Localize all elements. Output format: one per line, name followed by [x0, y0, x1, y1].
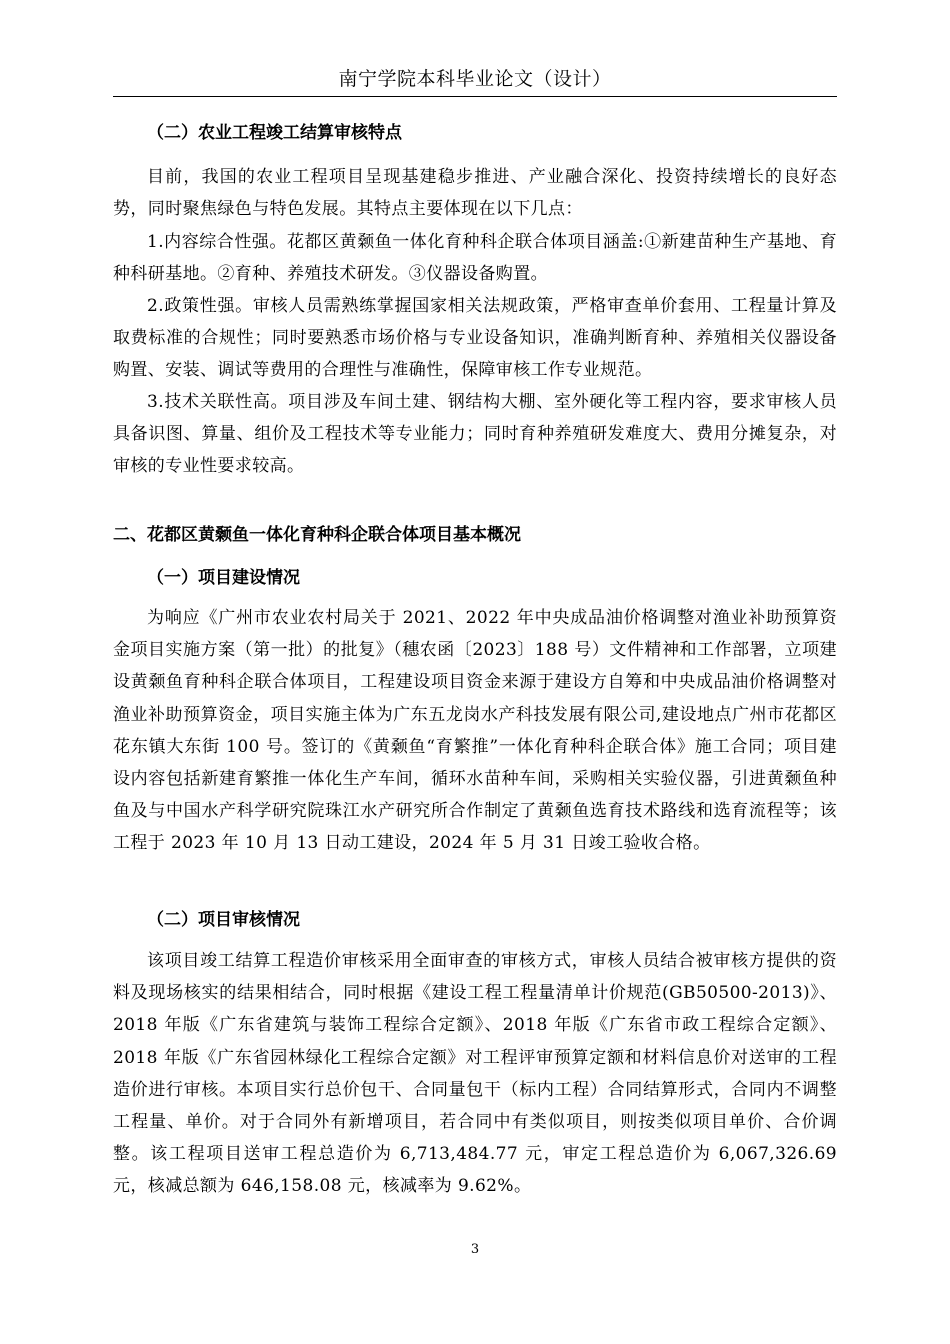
- paragraph-point-1: 1.内容综合性强。花都区黄颡鱼一体化育种科企联合体项目涵盖:①新建苗种生产基地、育种科研基地。②育种、养殖技术研发。③仪器设备购置。: [113, 232, 837, 285]
- page-header-title: 南宁学院本科毕业论文（设计）: [338, 68, 612, 90]
- paragraph-construction: 为响应《广州市农业农村局关于 2021、2022 年中央成品油价格调整对渔业补助预算资金项目实施方案（第一批）的批复》（穗农函〔2023〕188 号）文件精神和工作部署，立项建设黄颡鱼育种科企联合体项目，工程建设项目资金来源于建设方自筹和中央成品油价格调整对渔业补助预算资金，项目实施主体为广东五龙岗水产科技发展有限公司,建设地点广州市花都区花东镇大东街 100 号。签订的《黄颡鱼“育繁推”一体化育种科企联合体》施工合同；项目建设内容包括新建育繁推一体化生产车间，循环水苗种车间，采购相关实验仪器，引进黄颡鱼种鱼及与中国水产科学研究院珠江水产研究所合作制定了黄颡鱼选育技术路线和选育流程等；该工程于 2023 年 10 月 13 日动工建设，2024 年 5 月 31 日竣工验收合格。: [113, 608, 837, 854]
- paragraph-intro: 目前，我国的农业工程项目呈现基建稳步推进、产业融合深化、投资持续增长的良好态势，同时聚焦绿色与特色发展。其特点主要体现在以下几点：: [113, 167, 837, 220]
- subsection-heading-audit: （二）项目审核情况: [147, 910, 300, 930]
- paragraph-point-2: 2.政策性强。审核人员需熟练掌握国家相关法规政策，严格审查单价套用、工程量计算及取费标准的合规性；同时要熟悉市场价格与专业设备知识，准确判断育种、养殖相关仪器设备购置、安装、调试等费用的合理性与准确性，保障审核工作专业规范。: [113, 296, 837, 381]
- paragraph-point-3: 3.技术关联性高。项目涉及车间土建、钢结构大棚、室外硬化等工程内容，要求审核人员具备识图、算量、组价及工程技术等专业能力；同时育种养殖研发难度大、费用分摊复杂，对审核的专业性要求较高。: [113, 392, 837, 477]
- paragraph-audit: 该项目竣工结算工程造价审核采用全面审查的审核方式，审核人员结合被审核方提供的资料及现场核实的结果相结合，同时根据《建设工程工程量清单计价规范(GB50500-2013)》、2018 年版《广东省建筑与装饰工程综合定额》、2018 年版《广东省市政工程综合定额》、2018 年版《广东省园林绿化工程综合定额》对工程评审预算定额和材料信息价对送审的工程造价进行审核。本项目实行总价包干、合同量包干（标内工程）合同结算形式，合同内不调整工程量、单价。对于合同外有新增项目，若合同中有类似项目，则按类似项目单价、合价调整。该工程项目送审工程总造价为 6,713,484.77 元，审定工程总造价为 6,067,326.69 元，核减总额为 646,158.08 元，核减率为 9.62%。: [113, 951, 837, 1197]
- subsection-heading-construction: （一）项目建设情况: [147, 568, 300, 588]
- header-divider: [113, 96, 837, 97]
- page-number: 3: [470, 1242, 480, 1257]
- section-heading-project-overview: 二、花都区黄颡鱼一体化育种科企联合体项目基本概况: [113, 525, 521, 545]
- subsection-heading-audit-features: （二）农业工程竣工结算审核特点: [147, 123, 402, 143]
